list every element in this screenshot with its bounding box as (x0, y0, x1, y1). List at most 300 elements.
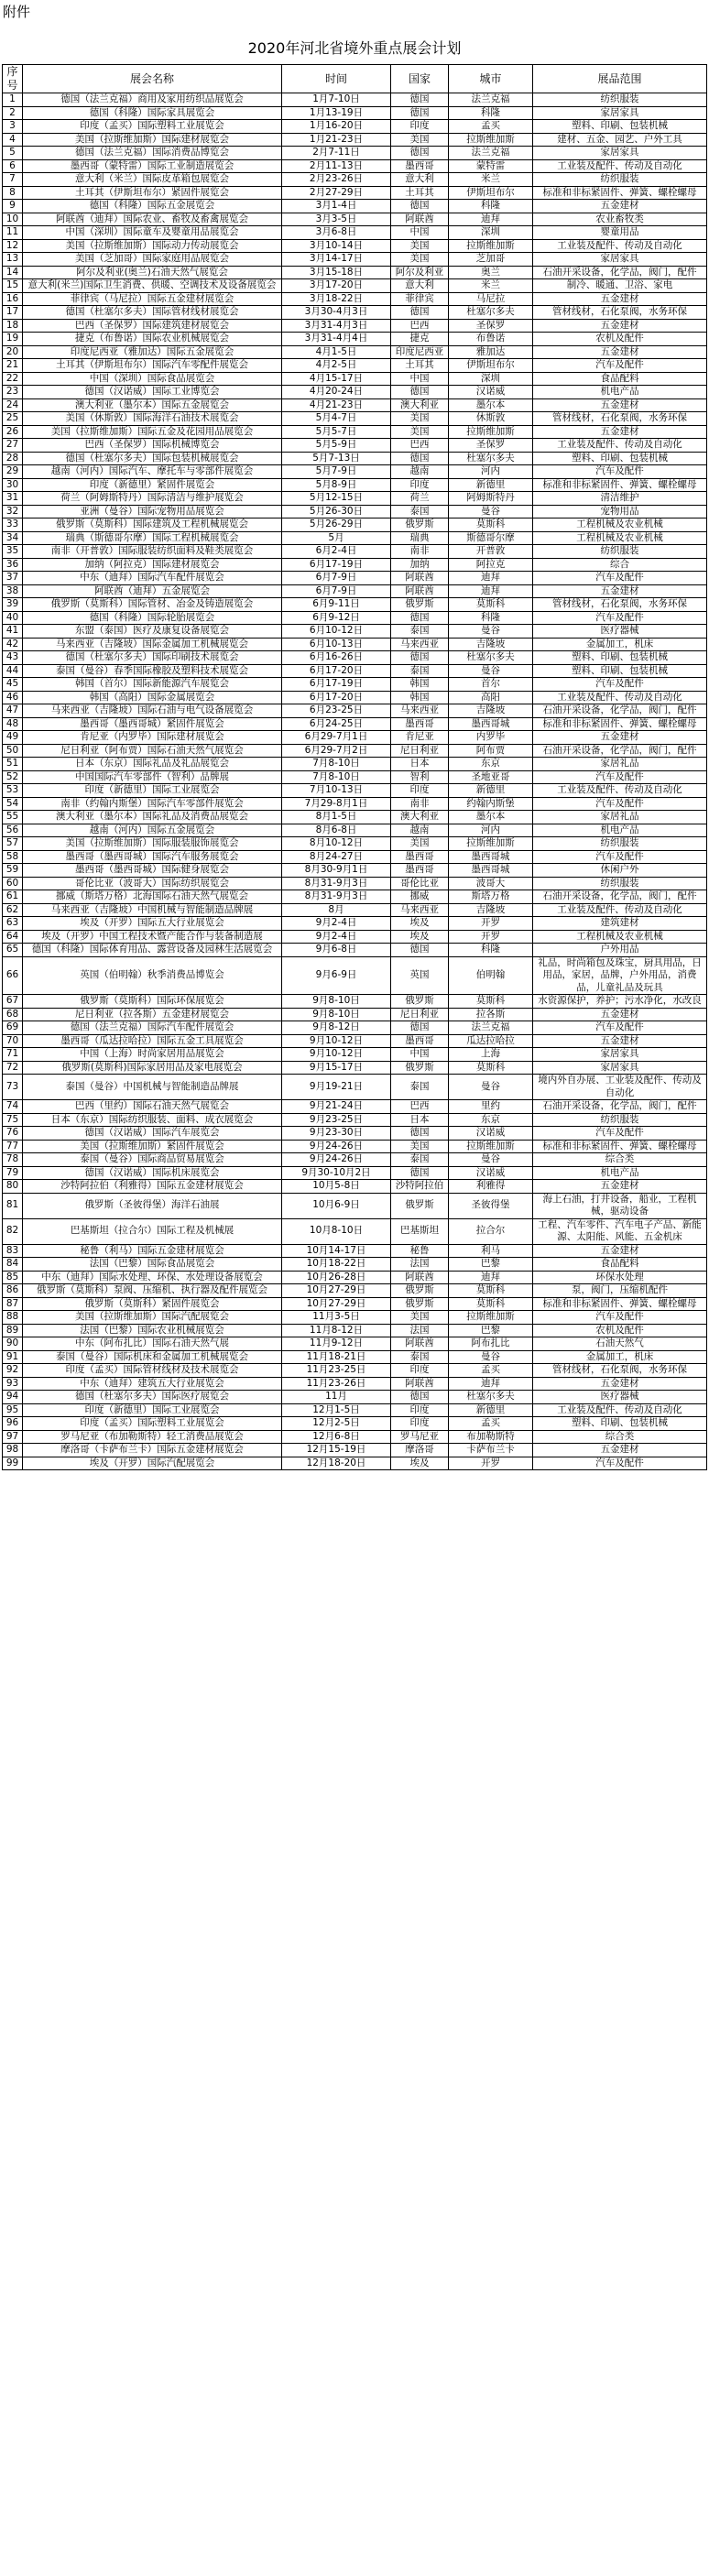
cell-country: 泰国 (391, 664, 449, 678)
cell-city: 首尔 (449, 678, 533, 692)
cell-name: 意大利(米兰)国际卫生消费、供暖、空调技术及设备展览会 (23, 279, 282, 293)
cell-name: 阿尔及利亚(奥兰)石油天然气展览会 (23, 266, 282, 279)
cell-country: 俄罗斯 (391, 1061, 449, 1075)
table-row (3, 1166, 707, 1180)
cell-city: 利马 (449, 1244, 533, 1258)
cell-seq: 20 (3, 345, 23, 359)
cell-scope: 工业装及配件、传动及自动化 (533, 1403, 707, 1417)
table-row (3, 956, 707, 995)
cell-city: 布加勒斯特 (449, 1430, 533, 1444)
table-row (3, 944, 707, 957)
cell-seq: 40 (3, 611, 23, 625)
cell-name: 德国（汉诺威）国际汽车展览会 (23, 1127, 282, 1141)
cell-seq: 89 (3, 1324, 23, 1337)
cell-seq: 8 (3, 186, 23, 200)
table-row (3, 638, 707, 651)
table-row (3, 465, 707, 479)
table-row (3, 1021, 707, 1035)
cell-name: 俄罗斯（莫斯科）紧固件展览会 (23, 1297, 282, 1311)
cell-seq: 76 (3, 1127, 23, 1141)
cell-country: 中国 (391, 372, 449, 386)
cell-scope: 农业畜牧类 (533, 213, 707, 226)
cell-scope: 汽车及配件 (533, 678, 707, 692)
cell-time: 6月7-9日 (282, 572, 391, 585)
cell-country: 瑞典 (391, 531, 449, 545)
cell-seq: 35 (3, 545, 23, 559)
cell-time: 8月6-8日 (282, 824, 391, 837)
cell-country: 哥伦比亚 (391, 877, 449, 890)
cell-scope: 五金建材 (533, 1244, 707, 1258)
cell-seq: 65 (3, 944, 23, 957)
cell-name: 印度（孟买）国际管材线材及技术展览会 (23, 1364, 282, 1378)
cell-seq: 85 (3, 1271, 23, 1284)
cell-time: 10月26-28日 (282, 1271, 391, 1284)
table-row (3, 386, 707, 399)
cell-seq: 11 (3, 226, 23, 240)
cell-country: 菲律宾 (391, 292, 449, 306)
cell-country: 阿尔及利亚 (391, 266, 449, 279)
cell-time: 12月6-8日 (282, 1430, 391, 1444)
cell-seq: 81 (3, 1193, 23, 1218)
cell-city: 开普敦 (449, 545, 533, 559)
cell-city: 杜塞尔多夫 (449, 651, 533, 665)
cell-scope: 医疗器械 (533, 1391, 707, 1404)
cell-country: 泰国 (391, 505, 449, 518)
cell-time: 5月5-9日 (282, 439, 391, 453)
cell-name: 中国国际汽车零部件（智利）品牌展 (23, 770, 282, 784)
cell-time: 4月1-5日 (282, 345, 391, 359)
cell-time: 4月15-17日 (282, 372, 391, 386)
cell-city: 斯德哥尔摩 (449, 531, 533, 545)
cell-country: 美国 (391, 1311, 449, 1325)
cell-name: 俄罗斯(莫斯科)国际家居用品及家电展览会 (23, 1061, 282, 1075)
cell-city: 伊斯坦布尔 (449, 186, 533, 200)
cell-scope: 汽车及配件 (533, 611, 707, 625)
table-row (3, 664, 707, 678)
cell-scope: 食品配料 (533, 372, 707, 386)
cell-scope: 石油开采设备，化学品，阀门，配件 (533, 744, 707, 758)
cell-time: 8月31-9月3日 (282, 877, 391, 890)
cell-seq: 21 (3, 359, 23, 373)
cell-country: 德国 (391, 1166, 449, 1180)
table-row (3, 412, 707, 426)
cell-time: 11月8-12日 (282, 1324, 391, 1337)
cell-seq: 77 (3, 1140, 23, 1153)
cell-time: 9月15-17日 (282, 1061, 391, 1075)
cell-scope: 五金建材 (533, 731, 707, 745)
cell-time: 5月7-9日 (282, 465, 391, 479)
cell-city: 里约 (449, 1100, 533, 1114)
cell-seq: 90 (3, 1337, 23, 1351)
cell-seq: 97 (3, 1430, 23, 1444)
cell-city: 曼谷 (449, 664, 533, 678)
cell-scope: 环保水处理 (533, 1271, 707, 1284)
cell-city: 东京 (449, 758, 533, 771)
cell-name: 泰国（曼谷）国际商品贸易展览会 (23, 1153, 282, 1167)
table-row (3, 478, 707, 492)
cell-name: 德国（科隆）国际轮胎展览会 (23, 611, 282, 625)
cell-name: 土耳其（伊斯坦布尔）紧固件展览会 (23, 186, 282, 200)
cell-name: 肯尼亚（内罗毕）国际建材展览会 (23, 731, 282, 745)
cell-country: 美国 (391, 837, 449, 851)
cell-time: 3月31-4月3日 (282, 319, 391, 333)
cell-scope: 综合类 (533, 1153, 707, 1167)
cell-seq: 70 (3, 1034, 23, 1048)
cell-name: 马来西亚（吉隆坡）中国机械与智能制造品牌展 (23, 903, 282, 917)
cell-name: 泰国（曼谷）中国机械与智能制造品牌展 (23, 1075, 282, 1100)
cell-scope: 标准和非标紧固件、弹簧、螺栓螺母 (533, 1140, 707, 1153)
cell-country: 德国 (391, 1391, 449, 1404)
cell-scope: 机电产品 (533, 824, 707, 837)
cell-scope: 纺织服装 (533, 545, 707, 559)
cell-time: 9月2-4日 (282, 930, 391, 944)
cell-city: 约翰内斯堡 (449, 797, 533, 811)
cell-time: 4月21-23日 (282, 398, 391, 412)
cell-seq: 49 (3, 731, 23, 745)
cell-city: 拉斯维加斯 (449, 837, 533, 851)
cell-country: 沙特阿拉伯 (391, 1180, 449, 1194)
cell-name: 韩国（高阳）国际金属展览会 (23, 691, 282, 704)
cell-scope: 户外用品 (533, 944, 707, 957)
cell-country: 德国 (391, 611, 449, 625)
cell-city: 迪拜 (449, 572, 533, 585)
table-row (3, 120, 707, 134)
cell-scope: 五金建材 (533, 1034, 707, 1048)
cell-seq: 56 (3, 824, 23, 837)
cell-seq: 46 (3, 691, 23, 704)
cell-time: 11月9-12日 (282, 1337, 391, 1351)
cell-seq: 67 (3, 995, 23, 1009)
table-row (3, 425, 707, 439)
cell-seq: 47 (3, 704, 23, 718)
cell-name: 摩洛哥（卡萨布兰卡）国际五金建材展览会 (23, 1444, 282, 1457)
cell-seq: 42 (3, 638, 23, 651)
cell-name: 德国（杜塞尔多夫）国际医疗展览会 (23, 1391, 282, 1404)
cell-country: 泰国 (391, 1153, 449, 1167)
cell-name: 埃及（开罗）国际五大行业展览会 (23, 917, 282, 931)
cell-country: 阿联酋 (391, 572, 449, 585)
cell-seq: 88 (3, 1311, 23, 1325)
table-row (3, 1364, 707, 1378)
cell-time: 9月10-12日 (282, 1048, 391, 1062)
cell-seq: 43 (3, 651, 23, 665)
cell-name: 加纳（阿拉克）国际建材展览会 (23, 558, 282, 572)
cell-name: 巴西（圣保罗）国际建筑建材展览会 (23, 319, 282, 333)
table-row (3, 1444, 707, 1457)
cell-country: 马来西亚 (391, 903, 449, 917)
cell-time: 1月13-19日 (282, 106, 391, 120)
cell-name: 墨西哥（墨西哥城）国际汽车服务展览会 (23, 850, 282, 864)
cell-seq: 48 (3, 717, 23, 731)
cell-scope: 汽车及配件 (533, 1311, 707, 1325)
cell-name: 东盟（泰国）医疗及康复设备展览会 (23, 625, 282, 639)
cell-country: 俄罗斯 (391, 518, 449, 532)
table-row (3, 279, 707, 293)
table-row (3, 770, 707, 784)
cell-country: 澳大利亚 (391, 811, 449, 824)
cell-city: 芝加哥 (449, 253, 533, 267)
cell-city: 新德里 (449, 478, 533, 492)
cell-country: 中国 (391, 226, 449, 240)
table-row (3, 731, 707, 745)
cell-city: 巴黎 (449, 1258, 533, 1272)
cell-country: 美国 (391, 412, 449, 426)
cell-country: 印度 (391, 478, 449, 492)
table-row (3, 1403, 707, 1417)
cell-seq: 58 (3, 850, 23, 864)
cell-city: 迪拜 (449, 584, 533, 598)
cell-country: 尼日利亚 (391, 744, 449, 758)
cell-scope: 塑料、印刷、包装机械 (533, 651, 707, 665)
cell-time: 11月3-5日 (282, 1311, 391, 1325)
cell-city: 拉斯维加斯 (449, 1140, 533, 1153)
cell-country: 德国 (391, 944, 449, 957)
cell-city: 斯塔万格 (449, 890, 533, 904)
table-row (3, 226, 707, 240)
cell-scope: 管材线材，石化泵阀，水务环保 (533, 598, 707, 612)
cell-seq: 73 (3, 1075, 23, 1100)
cell-scope: 汽车及配件 (533, 572, 707, 585)
cell-city: 曼谷 (449, 1075, 533, 1100)
cell-name: 印度（新德里）紧固件展览会 (23, 478, 282, 492)
cell-scope: 机电产品 (533, 386, 707, 399)
cell-time: 9月6-9日 (282, 956, 391, 995)
cell-time: 6月9-11日 (282, 598, 391, 612)
cell-time: 10月6-9日 (282, 1193, 391, 1218)
cell-scope: 石油开采设备，化学品，阀门，配件 (533, 704, 707, 718)
cell-city: 法兰克福 (449, 93, 533, 107)
cell-name: 德国（杜塞尔多夫）国际管材线材展览会 (23, 306, 282, 320)
cell-city: 深圳 (449, 372, 533, 386)
cell-name: 俄罗斯（圣彼得堡）海洋石油展 (23, 1193, 282, 1218)
cell-city: 曼谷 (449, 505, 533, 518)
cell-name: 法国（巴黎）国际食品展览会 (23, 1258, 282, 1272)
cell-name: 英国（伯明翰）秋季消费品博览会 (23, 956, 282, 995)
cell-scope: 标准和非标紧固件、弹簧、螺栓螺母 (533, 717, 707, 731)
cell-name: 美国（拉斯维加斯）国际五金及花园用品展览会 (23, 425, 282, 439)
cell-country: 美国 (391, 425, 449, 439)
cell-scope: 纺织服装 (533, 877, 707, 890)
cell-seq: 92 (3, 1364, 23, 1378)
cell-name: 美国（拉斯维加斯）国际动力传动展览会 (23, 239, 282, 253)
cell-seq: 87 (3, 1297, 23, 1311)
cell-country: 埃及 (391, 1457, 449, 1470)
cell-name: 墨西哥（墨西哥城）国际健身展览会 (23, 864, 282, 878)
cell-country: 美国 (391, 1140, 449, 1153)
table-row (3, 917, 707, 931)
cell-city: 高阳 (449, 691, 533, 704)
cell-name: 德国（杜塞尔多夫）国际包装机械展览会 (23, 452, 282, 465)
cell-country: 法国 (391, 1324, 449, 1337)
cell-seq: 13 (3, 253, 23, 267)
cell-name: 日本（东京）国际纺织服装、面料、成衣展览会 (23, 1113, 282, 1127)
cell-scope: 石油开采设备，化学品，阀门，配件 (533, 266, 707, 279)
table-row (3, 1218, 707, 1244)
cell-country: 德国 (391, 386, 449, 399)
cell-scope: 汽车及配件 (533, 1457, 707, 1470)
cell-time: 9月8-12日 (282, 1021, 391, 1035)
cell-city: 吉隆坡 (449, 903, 533, 917)
table-row (3, 345, 707, 359)
cell-scope: 汽车及配件 (533, 850, 707, 864)
cell-city: 科隆 (449, 944, 533, 957)
cell-name: 俄罗斯（莫斯科）国际建筑及工程机械展览会 (23, 518, 282, 532)
cell-name: 荷兰（阿姆斯特丹）国际清洁与维护展览会 (23, 492, 282, 506)
cell-country: 尼日利亚 (391, 1008, 449, 1021)
table-row (3, 398, 707, 412)
cell-country: 印度 (391, 784, 449, 798)
table-row (3, 372, 707, 386)
cell-time: 4月2-5日 (282, 359, 391, 373)
cell-scope: 农机及配件 (533, 1324, 707, 1337)
cell-seq: 80 (3, 1180, 23, 1194)
table-row (3, 837, 707, 851)
cell-name: 菲律宾（马尼拉）国际五金建材展览会 (23, 292, 282, 306)
cell-seq: 52 (3, 770, 23, 784)
cell-city: 上海 (449, 1048, 533, 1062)
cell-scope: 五金建材 (533, 200, 707, 213)
cell-seq: 59 (3, 864, 23, 878)
cell-country: 印度 (391, 120, 449, 134)
cell-country: 埃及 (391, 917, 449, 931)
cell-seq: 51 (3, 758, 23, 771)
cell-city: 迪拜 (449, 1271, 533, 1284)
cell-seq: 86 (3, 1284, 23, 1298)
table-row (3, 253, 707, 267)
table-row (3, 1350, 707, 1364)
cell-name: 墨西哥（瓜达拉哈拉）国际五金工具展览会 (23, 1034, 282, 1048)
cell-country: 墨西哥 (391, 1034, 449, 1048)
cell-time: 12月1-5日 (282, 1403, 391, 1417)
cell-name: 马来西亚（吉隆坡）国际石油与电气设备展览会 (23, 704, 282, 718)
cell-name: 韩国（首尔）国际新能源汽车展览会 (23, 678, 282, 692)
cell-city: 河内 (449, 465, 533, 479)
cell-country: 巴西 (391, 319, 449, 333)
cell-city: 阿布扎比 (449, 1337, 533, 1351)
cell-country: 德国 (391, 147, 449, 160)
cell-country: 德国 (391, 200, 449, 213)
cell-city: 科隆 (449, 106, 533, 120)
cell-scope: 家居家具 (533, 1048, 707, 1062)
cell-name: 尼日利亚（阿布贾）国际石油天然气展览会 (23, 744, 282, 758)
cell-name: 中东（迪拜）建筑五大行业展览会 (23, 1377, 282, 1391)
cell-country: 德国 (391, 93, 449, 107)
cell-country: 墨西哥 (391, 850, 449, 864)
cell-city: 巴黎 (449, 1324, 533, 1337)
cell-country: 印度 (391, 1364, 449, 1378)
cell-time: 9月24-26日 (282, 1153, 391, 1167)
cell-name: 印度（孟买）国际塑料工业展览会 (23, 1417, 282, 1431)
cell-country: 墨西哥 (391, 717, 449, 731)
cell-country: 法国 (391, 1258, 449, 1272)
cell-country: 埃及 (391, 930, 449, 944)
cell-city: 汉诺威 (449, 1166, 533, 1180)
cell-time: 3月31-4月4日 (282, 333, 391, 346)
cell-name: 法国（巴黎）国际农业机械展览会 (23, 1324, 282, 1337)
cell-scope: 标准和非标紧固件、弹簧、螺栓螺母 (533, 1297, 707, 1311)
cell-country: 意大利 (391, 279, 449, 293)
table-row (3, 1100, 707, 1114)
cell-scope: 管材线材，石化泵阀，水务环保 (533, 1364, 707, 1378)
cell-seq: 66 (3, 956, 23, 995)
cell-seq: 74 (3, 1100, 23, 1114)
cell-city: 阿布贾 (449, 744, 533, 758)
cell-city: 莫斯科 (449, 518, 533, 532)
cell-scope: 宠物用品 (533, 505, 707, 518)
table-row (3, 200, 707, 213)
cell-country: 巴基斯坦 (391, 1218, 449, 1244)
cell-time: 10月27-29日 (282, 1284, 391, 1298)
cell-time: 6月16-26日 (282, 651, 391, 665)
cell-seq: 61 (3, 890, 23, 904)
cell-country: 泰国 (391, 1350, 449, 1364)
cell-time: 5月26-30日 (282, 505, 391, 518)
cell-city: 雅加达 (449, 345, 533, 359)
table-row (3, 1258, 707, 1272)
cell-scope: 五金建材 (533, 292, 707, 306)
table-row (3, 518, 707, 532)
cell-seq: 22 (3, 372, 23, 386)
cell-seq: 10 (3, 213, 23, 226)
cell-seq: 57 (3, 837, 23, 851)
table-row (3, 1284, 707, 1298)
cell-time: 3月15-18日 (282, 266, 391, 279)
cell-seq: 99 (3, 1457, 23, 1470)
cell-name: 瑞典（斯德哥尔摩）国际工程机械展览会 (23, 531, 282, 545)
cell-country: 越南 (391, 824, 449, 837)
cell-city: 莫斯科 (449, 598, 533, 612)
cell-city: 法兰克福 (449, 1021, 533, 1035)
cell-name: 德国（科隆）国际五金展览会 (23, 200, 282, 213)
cell-seq: 28 (3, 452, 23, 465)
cell-scope: 塑料、印刷、包装机械 (533, 120, 707, 134)
cell-time: 10月14-17日 (282, 1244, 391, 1258)
cell-seq: 36 (3, 558, 23, 572)
cell-city: 波哥大 (449, 877, 533, 890)
cell-city: 蒙特雷 (449, 159, 533, 173)
cell-time: 3月3-5日 (282, 213, 391, 226)
cell-country: 荷兰 (391, 492, 449, 506)
cell-name: 德国（科隆）国际家具展览会 (23, 106, 282, 120)
cell-time: 9月23-25日 (282, 1113, 391, 1127)
cell-country: 日本 (391, 758, 449, 771)
table-row (3, 133, 707, 147)
cell-time: 10月18-22日 (282, 1258, 391, 1272)
cell-scope: 家居家具 (533, 253, 707, 267)
cell-city: 莫斯科 (449, 995, 533, 1009)
cell-city: 科隆 (449, 200, 533, 213)
cell-scope: 石油开采设备，化学品，阀门，配件 (533, 890, 707, 904)
cell-city: 吉隆坡 (449, 704, 533, 718)
table-row (3, 744, 707, 758)
cell-name: 越南（河内）国际五金展览会 (23, 824, 282, 837)
cell-country: 印度 (391, 1403, 449, 1417)
cell-city: 开罗 (449, 917, 533, 931)
cell-scope: 汽车及配件 (533, 1021, 707, 1035)
cell-time: 3月17-20日 (282, 279, 391, 293)
cell-city: 杜塞尔多夫 (449, 1391, 533, 1404)
cell-seq: 75 (3, 1113, 23, 1127)
cell-time: 9月19-21日 (282, 1075, 391, 1100)
table-row (3, 890, 707, 904)
cell-time: 6月17-19日 (282, 558, 391, 572)
cell-time: 12月18-20日 (282, 1457, 391, 1470)
cell-time: 3月18-22日 (282, 292, 391, 306)
cell-name: 泰国（曼谷）国际机床和金属加工机械展览会 (23, 1350, 282, 1364)
cell-name: 中国（深圳）国际食品展览会 (23, 372, 282, 386)
cell-city: 墨西哥城 (449, 717, 533, 731)
table-row (3, 864, 707, 878)
